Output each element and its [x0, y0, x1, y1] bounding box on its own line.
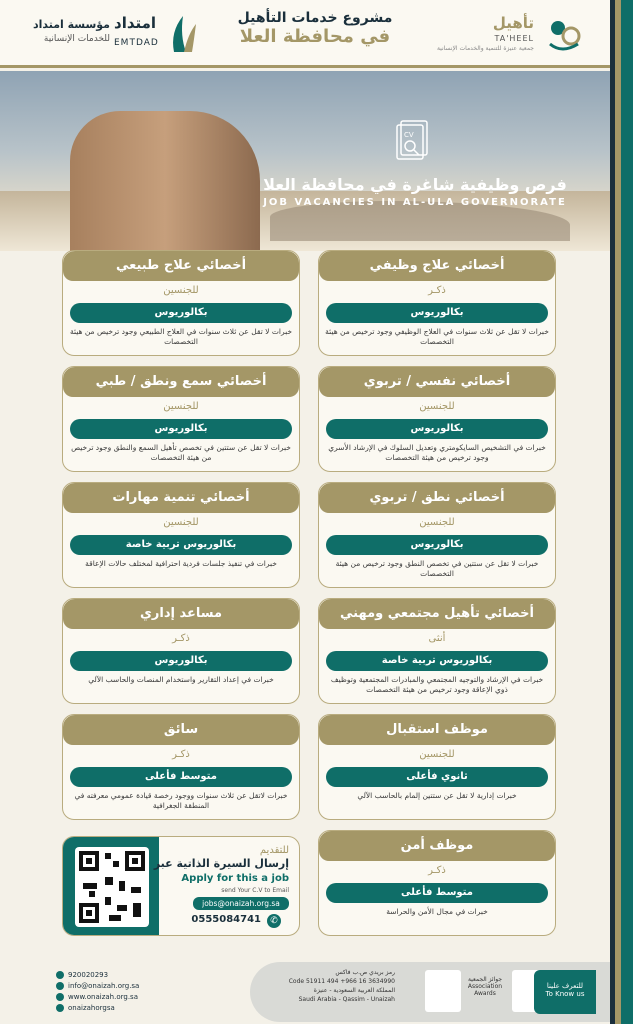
footer: [0, 960, 610, 1024]
address: رمز بريدي ص.ب فاكس Code 51911 494 +966 16 3634990 المملكة العربية السعودية - عنيزة Saudi Arabia - Qassim - Unaizah: [288, 969, 395, 1003]
job-card: [62, 598, 300, 704]
hegra-tomb-image: [70, 111, 260, 251]
tahheel-logo: [436, 10, 594, 60]
job-gender: ذكـر: [172, 633, 190, 644]
project-title-line2: في محافظة العلا: [239, 26, 391, 47]
job-card: [318, 250, 556, 356]
job-title: موظف أمن: [319, 831, 555, 861]
job-degree: بكالوريوس تربية خاصة: [326, 651, 548, 671]
emtdad-name-en: EMTDAD: [114, 38, 159, 48]
tahheel-sub: جمعية عنيزة للتنمية والخدمات الإنسانية: [436, 45, 534, 52]
job-requirements: خبرات لا تقل عن ثلاث سنوات في العلاج الوظيفي وجود ترخيص من هيئة التخصصات: [325, 327, 549, 346]
job-title: أخصائي علاج طبيعي: [63, 251, 299, 281]
job-title: أخصائي تنمية مهارات: [63, 483, 299, 513]
job-degree: متوسط فأعلى: [70, 767, 292, 787]
job-gender: للجنسين: [163, 517, 199, 528]
job-degree: ثانوي فأعلى: [326, 767, 548, 787]
phone-icon: [56, 971, 64, 979]
tahheel-name-ar: تأهيل: [492, 14, 534, 32]
job-gender: للجنسين: [419, 517, 455, 528]
apply-box: [62, 836, 300, 936]
job-degree: بكالوريوس: [70, 651, 292, 671]
job-gender: ذكـر: [172, 749, 190, 760]
job-card: [62, 250, 300, 356]
job-requirements: خبرات لاتقل عن ثلاث سنوات ووجود رخصة قيادة عمومي معرفته في المنطقة الجغرافية: [74, 791, 288, 810]
job-degree: متوسط فأعلى: [326, 883, 548, 903]
job-degree: بكالوريوس: [70, 419, 292, 439]
mail-icon: [56, 982, 64, 990]
svg-text:CV: CV: [404, 131, 414, 139]
job-title: أخصائي نفسي / تربوي: [319, 367, 555, 397]
hero-title-ar: فرص وظيفية شاغرة في محافظة العلا: [263, 175, 567, 194]
emtdad-logo: [26, 12, 206, 58]
contact-website[interactable]: www.onaizah.org.sa: [56, 992, 139, 1003]
contact-phone[interactable]: 920020293: [56, 970, 139, 981]
send-cv-ar: إرسال السيرة الذاتية عبر: [153, 857, 289, 870]
apply-en: Apply for this a job: [181, 873, 289, 884]
job-degree: بكالوريوس تربية خاصة: [70, 535, 292, 555]
job-title: مساعد إداري: [63, 599, 299, 629]
job-degree: بكالوريوس: [70, 303, 292, 323]
hero-title-en: JOB VACANCIES IN AL-ULA GOVERNORATE: [263, 197, 567, 208]
send-cv-en: send Your C.V to Email: [221, 887, 289, 894]
job-title: أخصائي نطق / تربوي: [319, 483, 555, 513]
know-us-badge: للتعرف علينا To Know us: [534, 970, 596, 1014]
job-card: [318, 482, 556, 588]
job-title: سائق: [63, 715, 299, 745]
project-title-line1: مشروع خدمات التأهيل: [237, 10, 393, 26]
emtdad-logo-icon: [166, 12, 200, 56]
awards-label: جوائز الجمعية Association Awards: [467, 976, 503, 997]
job-title: موظف استقبال: [319, 715, 555, 745]
job-requirements: خبرات في إعداد التقارير واستخدام المنصات والحاسب الآلي: [88, 675, 274, 684]
job-requirements: خبرات إدارية لا تقل عن ستتين إلمام بالحاسب الآلي: [357, 791, 517, 800]
job-gender: ذكـر: [428, 285, 446, 296]
job-gender: ذكـر: [428, 865, 446, 876]
qr-code-icon[interactable]: [75, 847, 149, 927]
tahheel-logo-icon: [544, 14, 584, 54]
job-title: أخصائي تأهيل مجتمعي ومهني: [319, 599, 555, 629]
apply-label: للتقديم: [259, 845, 289, 856]
job-gender: للجنسين: [419, 401, 455, 412]
header: [0, 0, 610, 68]
job-card: [318, 598, 556, 704]
job-requirements: خبرات في الإرشاد والتوجيه المجتمعي والمبادرات المجتمعية وتوظيف ذوي الإعاقة وجود ترخيص من هيئة التخصصات: [330, 675, 544, 694]
job-degree: بكالوريوس: [326, 419, 548, 439]
hero-banner: [0, 71, 610, 251]
job-card: [318, 830, 556, 936]
apply-phone[interactable]: 0555084741: [191, 914, 261, 925]
job-title: أخصائي سمع ونطق / طبي: [63, 367, 299, 397]
tahheel-name-en: TA'HEEL: [494, 34, 534, 43]
job-card: [62, 366, 300, 472]
footer-qr-awards[interactable]: [425, 970, 461, 1012]
job-card: [62, 714, 300, 820]
whatsapp-icon: ✆: [267, 914, 281, 928]
job-degree: بكالوريوس: [326, 535, 548, 555]
job-requirements: خبرات لا تقل عن ستتين في تخصص تأهيل السمع والنطق وجود ترخيص من هيئة التخصصات: [71, 443, 291, 462]
job-requirements: خبرات لا تقل عن ستتين في تخصص النطق وجود ترخيص من هيئة التخصصات: [335, 559, 539, 578]
job-gender: أنثى: [428, 633, 446, 644]
job-degree: بكالوريوس: [326, 303, 548, 323]
globe-icon: [56, 993, 64, 1001]
job-gender: للجنسين: [163, 285, 199, 296]
job-card: [318, 366, 556, 472]
job-requirements: خبرات في تنفيذ جلسات فردية احترافية لمختلف حالات الإعاقة: [85, 559, 277, 568]
job-gender: للجنسين: [163, 401, 199, 412]
contact-email[interactable]: info@onaizah.org.sa: [56, 981, 139, 992]
job-title: أخصائي علاج وظيفي: [319, 251, 555, 281]
project-title: [230, 10, 400, 47]
job-requirements: خبرات لا تقل عن ثلاث سنوات في العلاج الطبيعي وجود ترخيص من هيئة التخصصات: [69, 327, 293, 346]
emtdad-org-sub: للخدمات الإنسانية: [43, 34, 110, 44]
social-icon: [56, 1004, 64, 1012]
job-card: [318, 714, 556, 820]
job-card: [62, 482, 300, 588]
job-gender: للجنسين: [419, 749, 455, 760]
footer-panel: [250, 962, 610, 1022]
cv-document-icon: [395, 119, 431, 161]
job-requirements: خبرات في مجال الأمن والحراسة: [386, 907, 488, 916]
apply-email-link[interactable]: jobs@onaizah.org.sa: [193, 897, 289, 910]
emtdad-name-ar: امتداد: [114, 14, 157, 32]
emtdad-org-name: مؤسسة امتداد: [32, 18, 110, 31]
job-requirements: خبرات في التشخيص السايكومتري وتعديل السلوك في الإرشاد الأسري وجود ترخيص من هيئة التخصصات: [328, 443, 546, 462]
contact-list: [56, 970, 139, 1014]
contact-social[interactable]: onaizahorgsa: [56, 1003, 139, 1014]
